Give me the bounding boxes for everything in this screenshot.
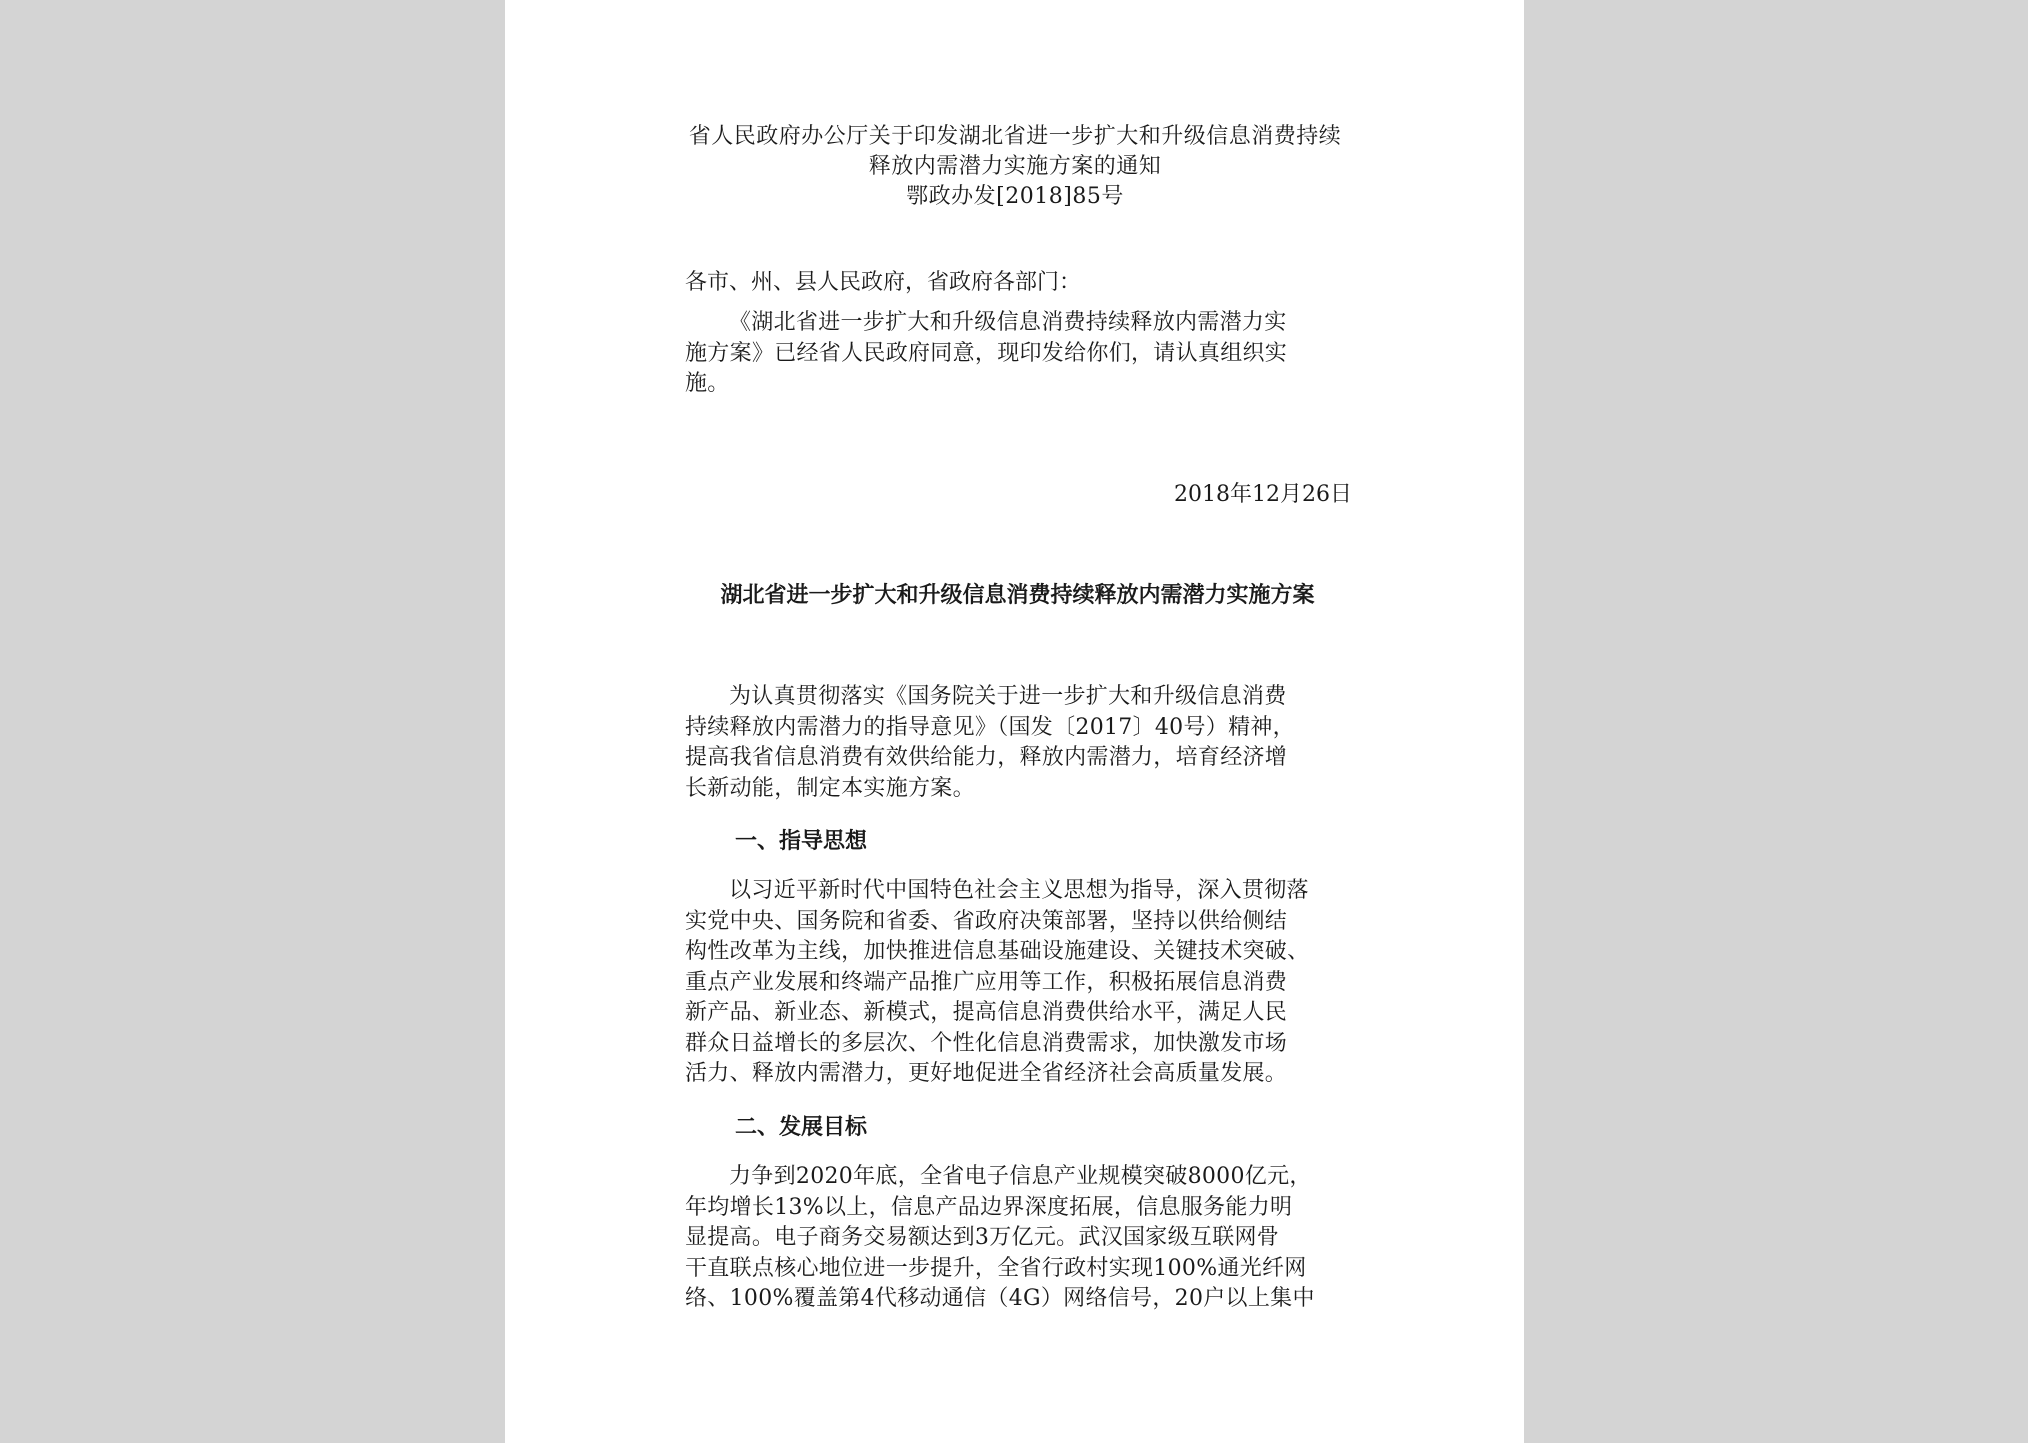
- preamble-paragraph: [685, 682, 1350, 804]
- paragraph-line: 持续释放内需潜力的指导意见》（国发〔2017〕40号）精神，: [685, 714, 1295, 740]
- issue-date: 2018年12月26日: [1174, 482, 1352, 507]
- paragraph-line: 《湖北省进一步扩大和升级信息消费持续释放内需潜力实: [729, 310, 1287, 335]
- paragraph-line: 力争到2020年底，全省电子信息产业规模突破8000亿元，: [729, 1164, 1312, 1189]
- notice-title-line-1: 省人民政府办公厅关于印发湖北省进一步扩大和升级信息消费持续: [688, 124, 1342, 149]
- document-number: 鄂政办发[2018]85号: [906, 184, 1124, 209]
- paragraph-line: 构性改革为主线，加快推进信息基础设施建设、关键技术突破、: [685, 939, 1310, 964]
- paragraph-line: 施。: [685, 371, 730, 396]
- paragraph-line: 年均增长13%以上，信息产品边界深度拓展，信息服务能力明: [685, 1194, 1293, 1220]
- document-page: [505, 0, 1524, 1443]
- paragraph-line: 显提高。电子商务交易额达到3万亿元。武汉国家级互联网骨: [685, 1225, 1280, 1250]
- paragraph-line: 提高我省信息消费有效供给能力，释放内需潜力，培育经济增: [685, 745, 1288, 770]
- notice-title: [645, 122, 1385, 212]
- intro-paragraph: [685, 308, 1350, 400]
- paragraph-line: 络、100%覆盖第4代移动通信（4G）网络信号，20户以上集中: [685, 1286, 1315, 1311]
- paragraph-line: 实党中央、国务院和省委、省政府决策部署，坚持以供给侧结: [685, 908, 1288, 934]
- paragraph-line: 活力、释放内需潜力，更好地促进全省经济社会高质量发展。: [685, 1061, 1288, 1086]
- development-goals-paragraph: [685, 1162, 1350, 1315]
- paragraph-line: 为认真贯彻落实《国务院关于进一步扩大和升级信息消费: [729, 684, 1287, 709]
- paragraph-line: 施方案》已经省人民政府同意，现印发给你们，请认真组织实: [685, 340, 1288, 366]
- section-heading-development-goals: 二、发展目标: [735, 1114, 868, 1140]
- paragraph-line: 新产品、新业态、新模式，提高信息消费供给水平，满足人民: [685, 1000, 1288, 1025]
- paragraph-line: 干直联点核心地位进一步提升，全省行政村实现100%通光纤网: [685, 1255, 1307, 1281]
- paragraph-line: 重点产业发展和终端产品推广应用等工作，积极拓展信息消费: [685, 969, 1288, 995]
- paragraph-line: 长新动能，制定本实施方案。: [685, 775, 975, 801]
- paragraph-line: 以习近平新时代中国特色社会主义思想为指导，深入贯彻落: [729, 878, 1309, 903]
- guiding-ideology-paragraph: [685, 876, 1350, 1090]
- paragraph-line: 群众日益增长的多层次、个性化信息消费需求，加快激发市场: [685, 1030, 1288, 1056]
- section-heading-guiding-ideology: 一、指导思想: [735, 828, 868, 854]
- salutation: 各市、州、县人民政府，省政府各部门：: [685, 270, 1082, 295]
- plan-title: 湖北省进一步扩大和升级信息消费持续释放内需潜力实施方案: [720, 582, 1315, 608]
- notice-title-line-2: 释放内需潜力实施方案的通知: [868, 154, 1162, 179]
